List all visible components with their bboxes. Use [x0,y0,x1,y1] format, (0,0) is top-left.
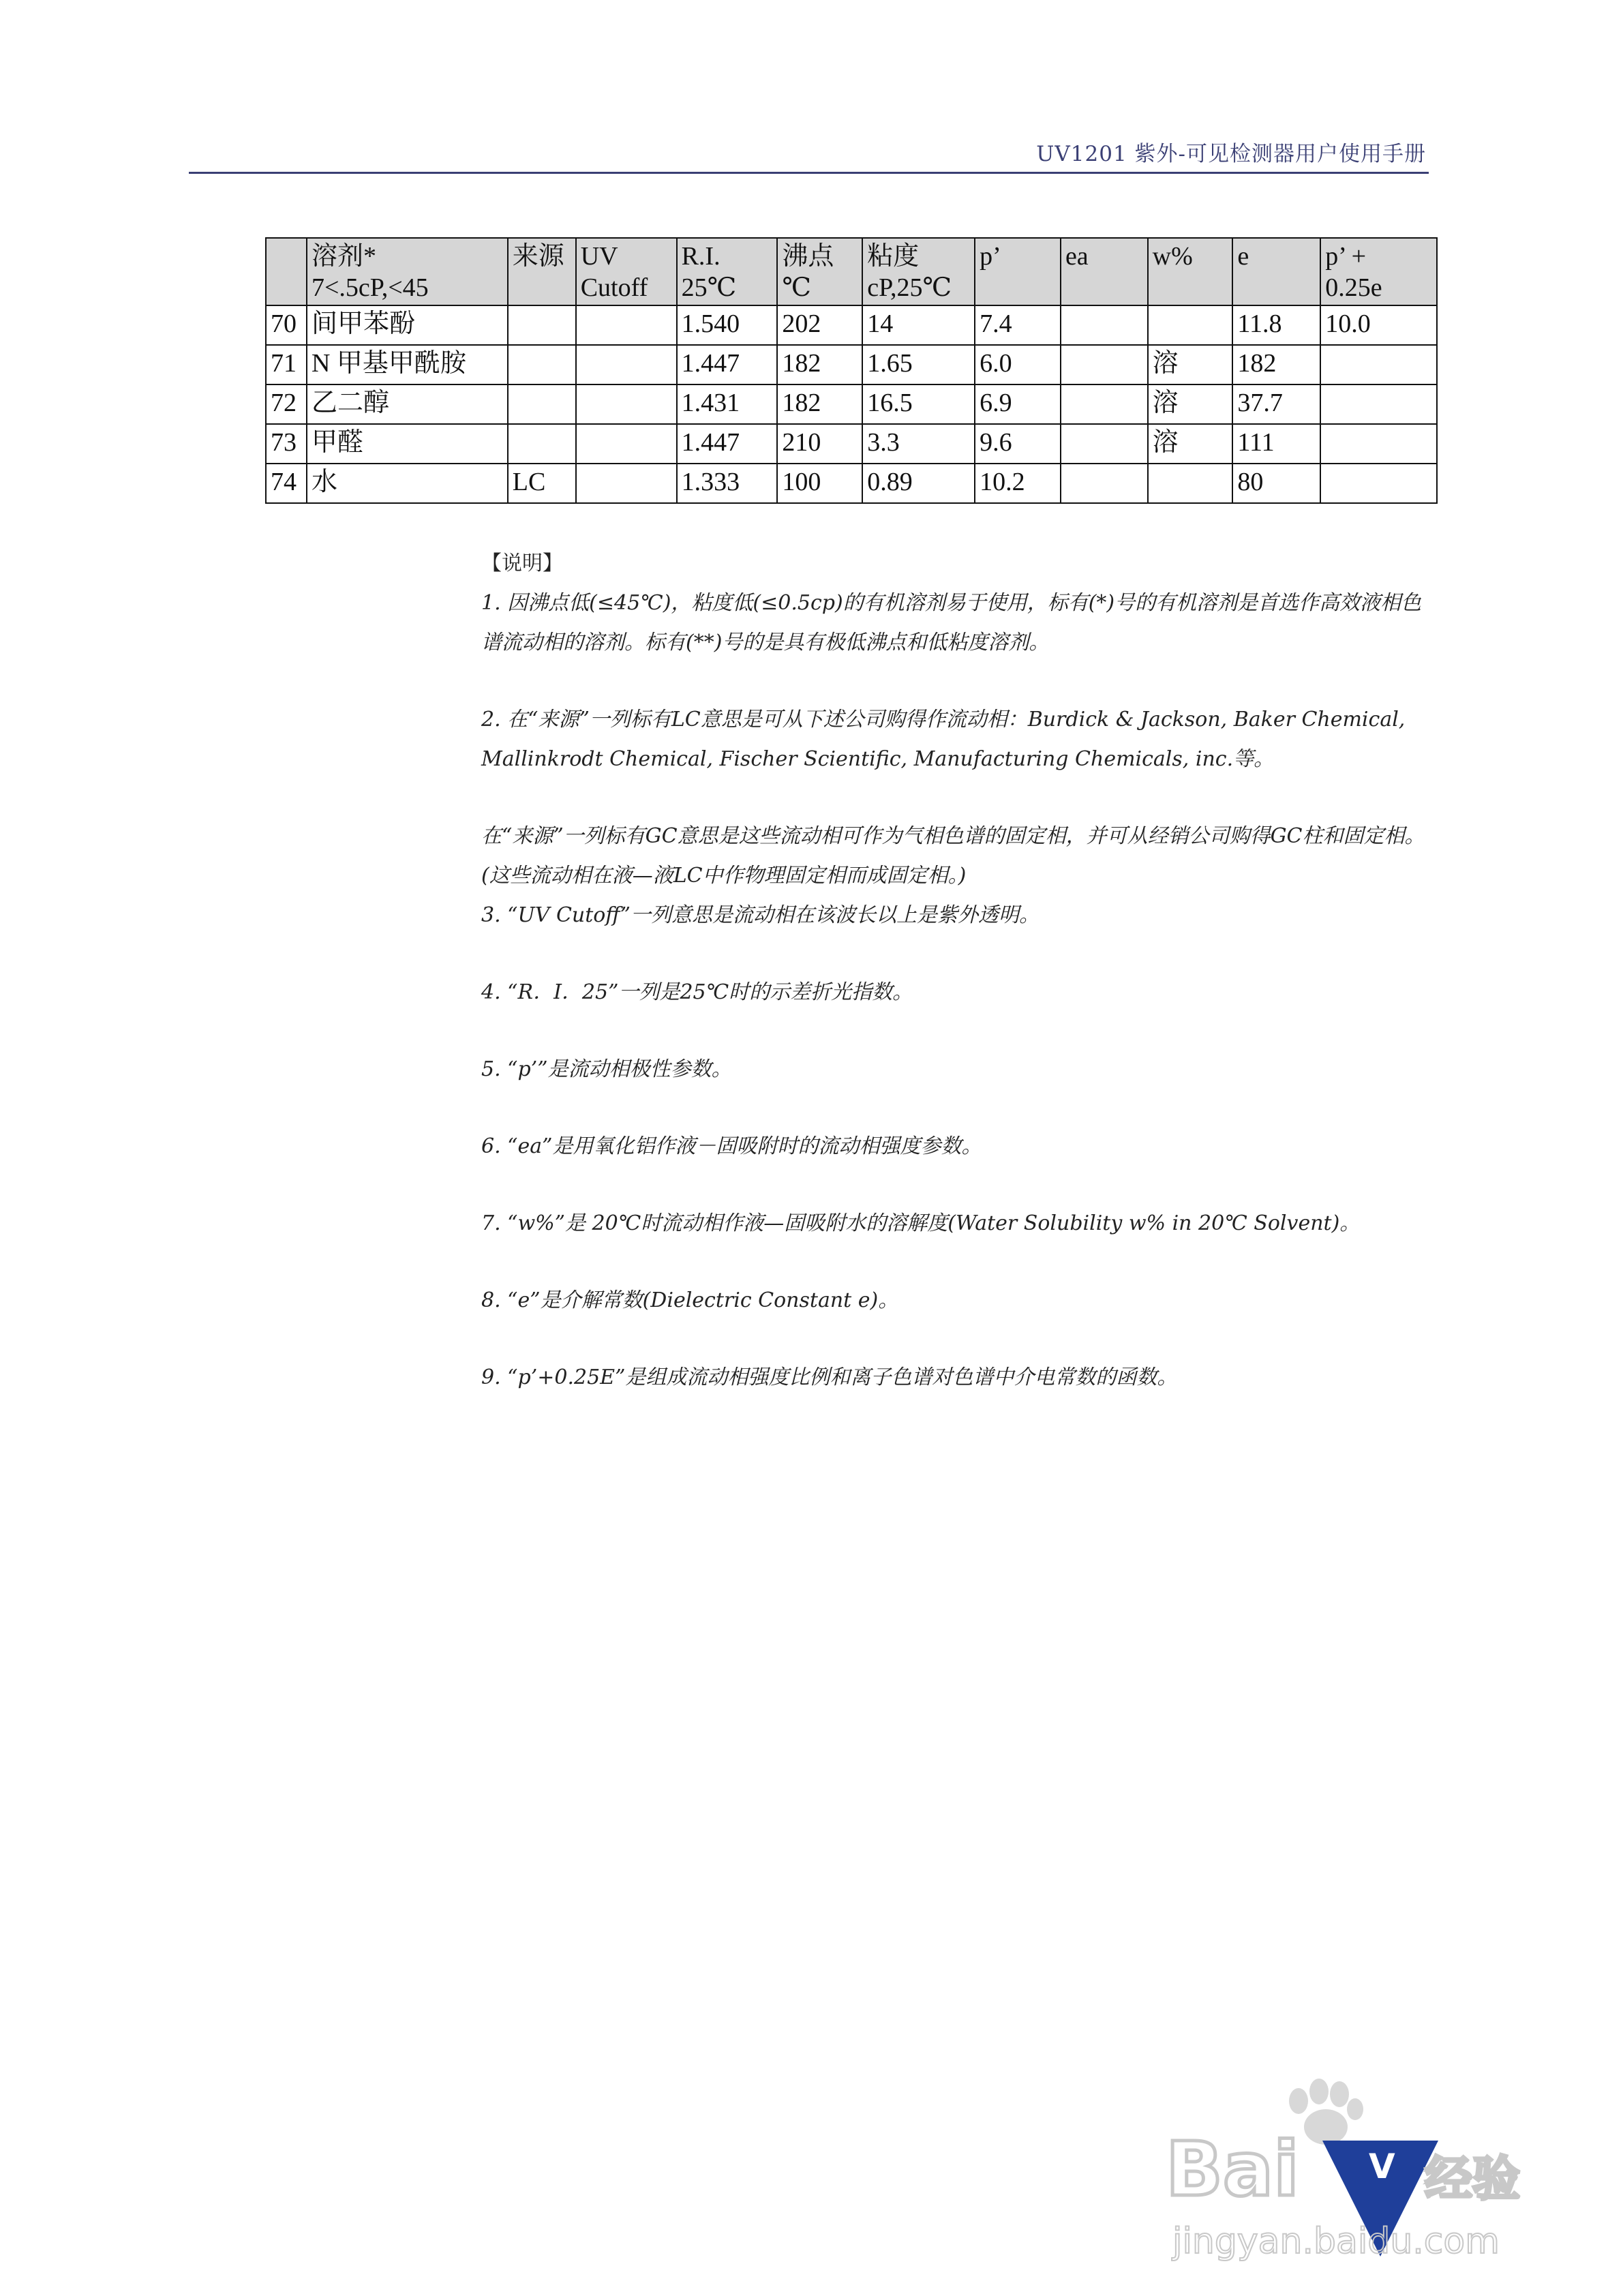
table-cell: 甲醛 [307,424,508,464]
logo-letter: V [1369,2147,1395,2186]
header-label: 来源 [512,242,564,271]
header-cell-solvent [307,238,508,305]
baidu-jingyan-watermark [1152,2059,1534,2277]
spacer [481,779,1436,817]
table-cell [1320,345,1437,384]
header-label: UV Cutoff [580,242,648,302]
table-cell: LC [508,464,576,503]
table-row [266,464,1437,503]
watermark-url: jingyan.baidu.com [1172,2221,1500,2262]
header-divider [189,172,1429,174]
table-cell [508,345,576,384]
header-cell-e [1232,238,1320,305]
spacer [481,1012,1436,1050]
spacer [481,935,1436,973]
spacer [481,663,1436,700]
note-6: 6. “ea”是用氧化铝作液－固吸附时的流动相强度参数。 [481,1134,982,1158]
header-cell-source [508,238,576,305]
header-cell-ea [1061,238,1148,305]
table-row [266,345,1437,384]
header-label: e [1237,242,1249,271]
table-cell [508,424,576,464]
note-9: 9. “p’+0.25E”是组成流动相强度比例和离子色谱对色谱中介电常数的函数。 [481,1365,1178,1389]
header-label: R.I. 25℃ [681,242,737,302]
table-cell: 0.89 [862,464,975,503]
header-label: ea [1065,242,1089,271]
table-cell [508,305,576,345]
spacer [481,1089,1436,1127]
header-cell-boiling-point [777,238,862,305]
note-2: 2. 在“来源”一列标有LC意思是可从下述公司购得作流动相：Burdick & Jackson, Baker Chemical, Mallinkrodt Chemical, Fischer Scientific, Manufacturing Chemicals, inc.等。 [481,708,1406,771]
header-cell-p-plus-e [1320,238,1437,305]
spacer [481,1320,1436,1358]
solvent-table [265,237,1438,504]
table-cell: 11.8 [1232,305,1320,345]
table-cell: 6.9 [975,384,1061,424]
table-cell: 1.447 [677,424,778,464]
table-cell [576,424,677,464]
table-row [266,424,1437,464]
table-cell: 3.3 [862,424,975,464]
table-cell [508,384,576,424]
table-row [266,305,1437,345]
spacer [481,1243,1436,1281]
table-cell: 210 [777,424,862,464]
table-cell: 71 [266,345,307,384]
table-header-row [266,238,1437,305]
notes-title: 【说明】 [481,552,563,575]
table-cell [1061,384,1148,424]
table-cell: 14 [862,305,975,345]
header-cell-polarity [975,238,1061,305]
table-cell [1061,305,1148,345]
table-cell: 111 [1232,424,1320,464]
watermark-brand: Bai [1166,2126,1299,2213]
note-2b: 在“来源”一列标有GC意思是这些流动相可作为气相色谱的固定相，并可从经销公司购得GC柱和固定相。(这些流动相在液—液LC中作物理固定相而成固定相。) [481,824,1425,888]
note-5: 5. “p’”是流动相极性参数。 [481,1057,732,1081]
table-cell: N 甲基甲酰胺 [307,345,508,384]
table-cell: 80 [1232,464,1320,503]
table-cell: 1.447 [677,345,778,384]
table-cell: 1.431 [677,384,778,424]
watermark-brand-tail: 经验 [1425,2151,1520,2207]
table-cell: 10.2 [975,464,1061,503]
table-cell: 6.0 [975,345,1061,384]
table-cell: 7.4 [975,305,1061,345]
table-cell: 182 [777,345,862,384]
table-cell: 182 [1232,345,1320,384]
table-cell: 100 [777,464,862,503]
table-cell: 1.65 [862,345,975,384]
note-1: 1. 因沸点低(≤45℃)，粘度低(≤0.5cp)的有机溶剂易于使用，标有(*)号的有机溶剂是首选作高效液相色谱流动相的溶剂。标有(**)号的是具有极低沸点和低粘度溶剂。 [481,591,1422,654]
table-cell [1061,345,1148,384]
table-cell: 溶 [1148,384,1233,424]
table-cell: 74 [266,464,307,503]
notes-section [481,544,1436,1398]
table-cell [576,345,677,384]
table-cell: 72 [266,384,307,424]
table-cell: 9.6 [975,424,1061,464]
note-4: 4. “R．I．25”一列是25℃时的示差折光指数。 [481,980,913,1004]
table-cell: 10.0 [1320,305,1437,345]
table-cell: 73 [266,424,307,464]
header-label: 沸点 ℃ [782,242,834,302]
header-label: p’ + 0.25e [1325,242,1382,302]
table-cell: 182 [777,384,862,424]
header-cell-index [266,238,307,305]
note-3: 3. “UV Cutoff”一列意思是流动相在该波长以上是紫外透明。 [481,903,1040,927]
table-cell [1148,305,1233,345]
table-cell: 16.5 [862,384,975,424]
table-cell: 溶 [1148,345,1233,384]
table-cell [576,464,677,503]
table-cell: 70 [266,305,307,345]
header-cell-ri [677,238,778,305]
note-8: 8. “e”是介解常数(Dielectric Constant e)。 [481,1288,899,1312]
table-cell: 37.7 [1232,384,1320,424]
header-cell-uv-cutoff [576,238,677,305]
table-cell: 间甲苯酚 [307,305,508,345]
table-cell [1320,464,1437,503]
header-label: 粘度 cP,25℃ [867,242,952,302]
table-cell [576,305,677,345]
table-cell: 乙二醇 [307,384,508,424]
header-label: w% [1152,242,1193,271]
spacer [481,1166,1436,1204]
table-cell [1320,424,1437,464]
table-cell: 溶 [1148,424,1233,464]
header-label: p’ [980,242,1001,271]
table-cell: 1.540 [677,305,778,345]
table-cell: 1.333 [677,464,778,503]
table-cell [1061,424,1148,464]
paw-icon [1289,2079,1363,2145]
header-label: 溶剂* 7<.5cP,<45 [311,242,429,302]
header-cell-viscosity [862,238,975,305]
table-row [266,384,1437,424]
table-cell [1320,384,1437,424]
note-7: 7. “w%”是 20℃时流动相作液—固吸附水的溶解度(Water Solubility w% in 20℃ Solvent)。 [481,1211,1361,1235]
table-cell [576,384,677,424]
table-cell [1148,464,1233,503]
header-cell-w-percent [1148,238,1233,305]
page-header-title: UV1201 紫外-可见检测器用户使用手册 [1036,142,1426,166]
table-cell [1061,464,1148,503]
table-cell: 202 [777,305,862,345]
table-cell: 水 [307,464,508,503]
